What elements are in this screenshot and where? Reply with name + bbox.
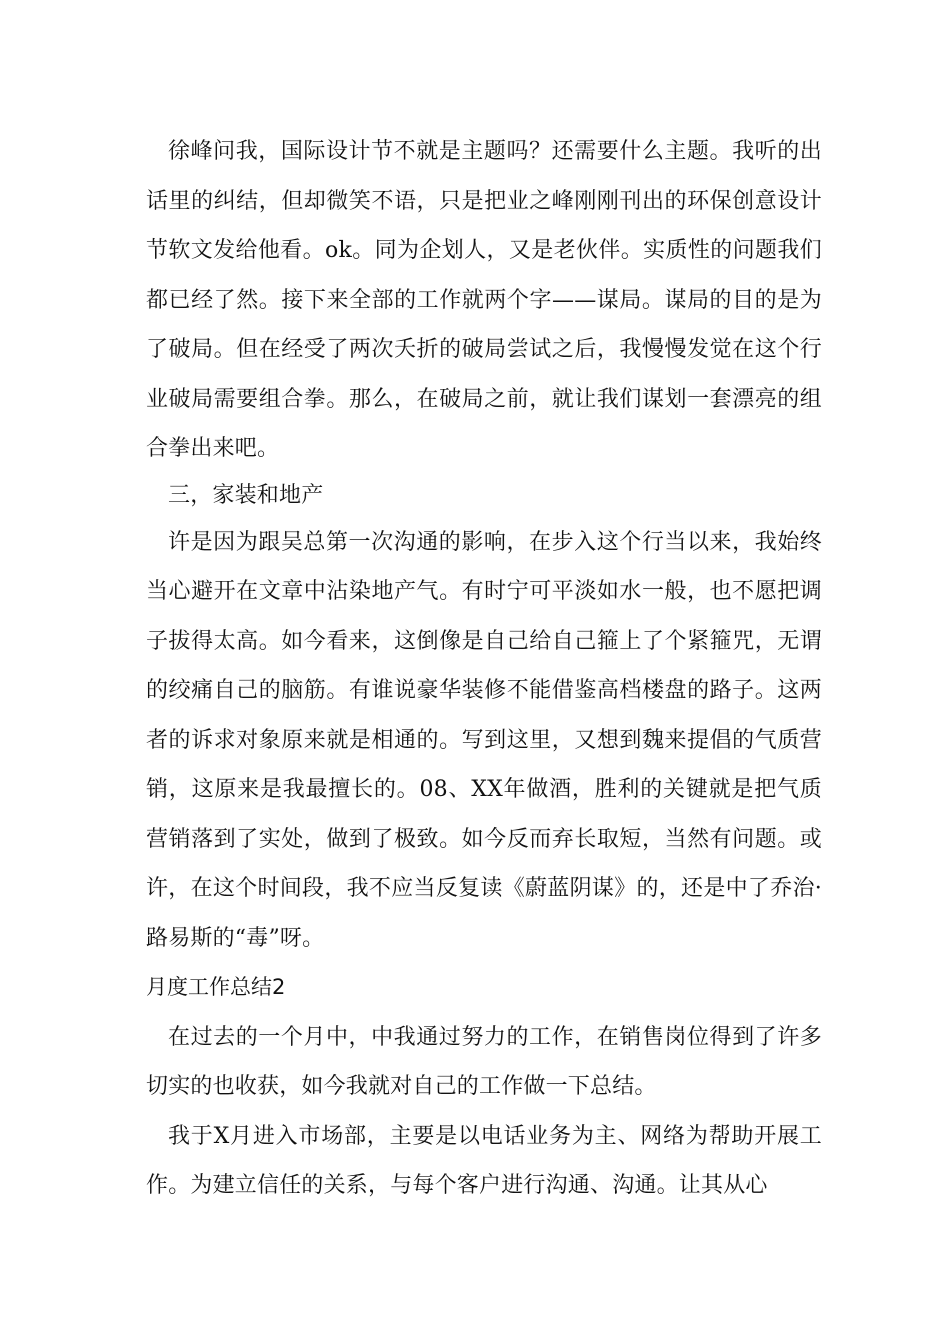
- document-title-monthly-summary-2: 月度工作总结2: [146, 975, 286, 999]
- paragraph-xu-feng: 徐峰问我，国际设计节不就是主题吗？还需要什么主题。我听的出话里的纠结，但却微笑不语，只是把业之峰刚刚刊出的环保创意设计节软文发给他看。ok。同为企划人，又是老伙伴。实质性的问题我们都已经了然。接下来全部的工作就两个字——谋局。谋局的目的是为了破局。但在经受了两次夭折的破局尝试之后，我慢慢发觉在这个行业破局需要组合拳。那么，在破局之前，就让我们谋划一套漂亮的组合拳出来吧。: [146, 139, 822, 461]
- document-body: [146, 127, 822, 1211]
- paragraph-joined-marketing: 我于X月进入市场部，主要是以电话业务为主、网络为帮助开展工作。为建立信任的关系，与每个客户进行沟通、沟通。让其从心: [146, 1123, 822, 1198]
- section-heading-home-decor-real-estate: 三，家装和地产: [168, 482, 324, 508]
- paragraph-wu-zong: 许是因为跟吴总第一次沟通的影响，在步入这个行当以来，我始终当心避开在文章中沾染地产气。有时宁可平淡如水一般，也不愿把调子拔得太高。如今看来，这倒像是自己给自己箍上了个紧箍咒，无谓的绞痛自己的脑筋。有谁说豪华装修不能借鉴高档楼盘的路子。这两者的诉求对象原来就是相通的。写到这里，又想到魏来提倡的气质营销，这原来是我最擅长的。08、XX年做酒，胜利的关键就是把气质营销落到了实处，做到了极致。如今反而弃长取短，当然有问题。或许，在这个时间段，我不应当反复读《蔚蓝阴谋》的，还是中了乔治·路易斯的“毒”呀。: [146, 529, 822, 951]
- paragraph-past-month: 在过去的一个月中，中我通过努力的工作，在销售岗位得到了许多切实的也收获，如今我就对自己的工作做一下总结。: [146, 1024, 822, 1099]
